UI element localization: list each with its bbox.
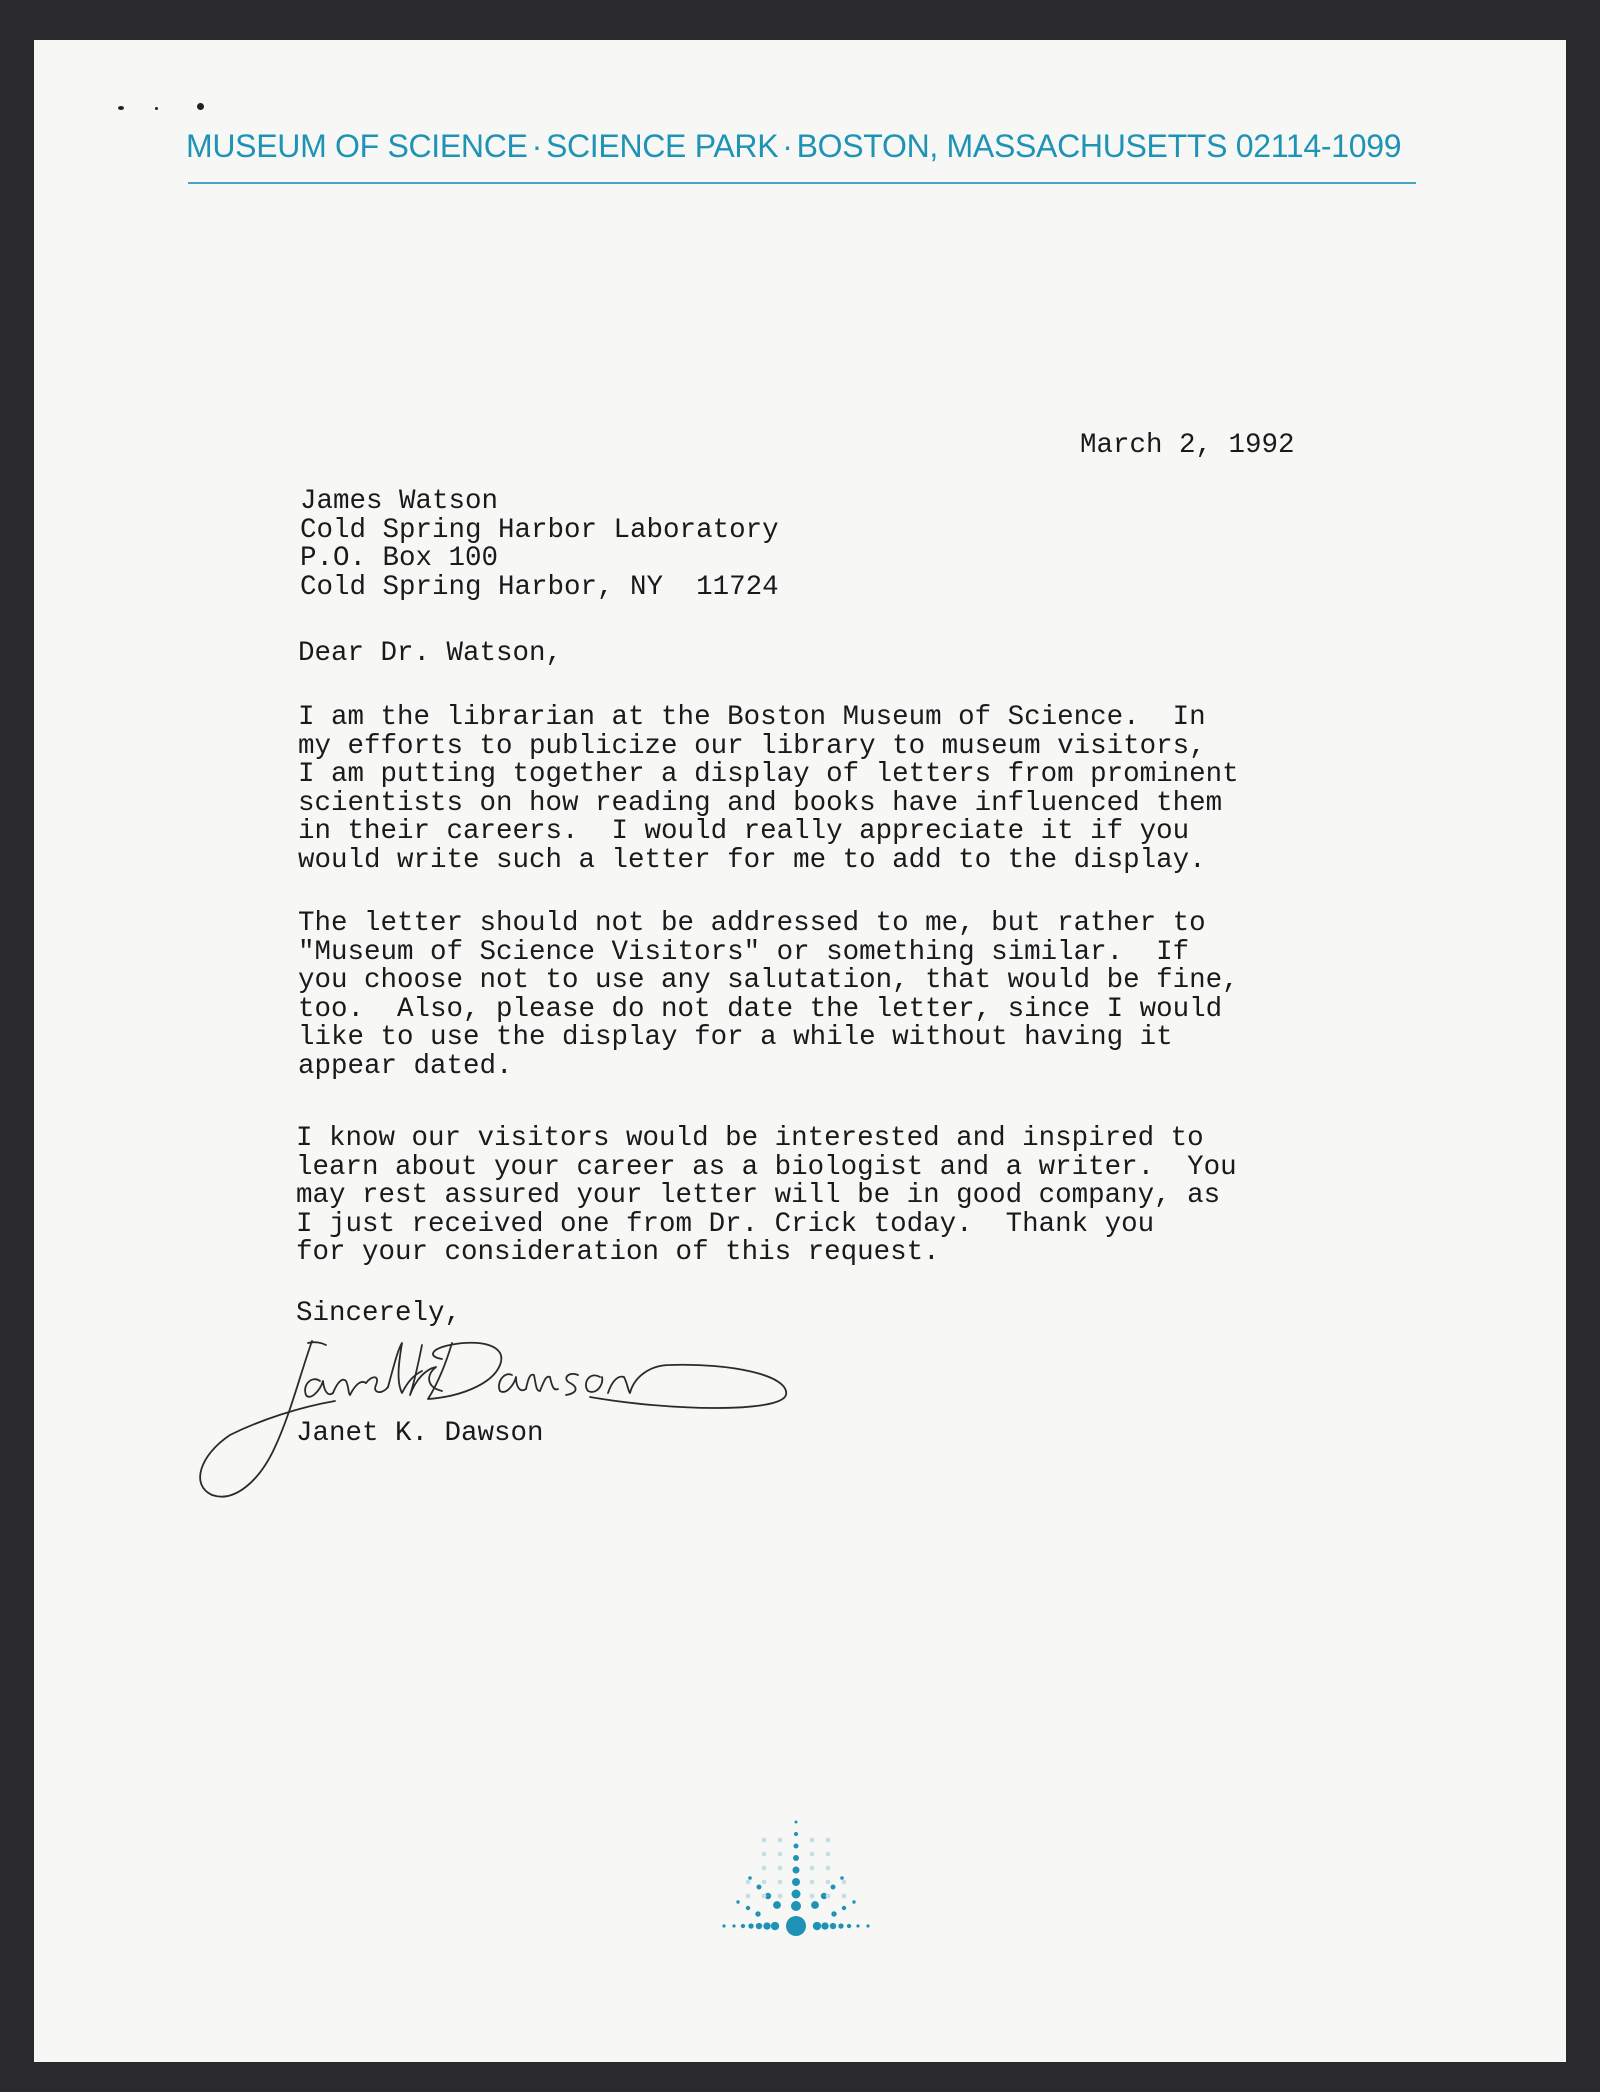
logo-dot	[746, 1894, 751, 1899]
body-paragraph: I am the librarian at the Boston Museum of Science. In my efforts to publicize our library to museum visitors, I am putting together a display of letters from prominent scientists on how reading and books have influenced them in their careers. I would really appreciate it if you would write such a letter for me to add to the display.	[298, 702, 1239, 876]
logo-dot	[778, 1838, 783, 1843]
logo-dot	[811, 1901, 819, 1909]
logo-dot	[746, 1880, 751, 1885]
logo-dot	[756, 1923, 762, 1929]
logo-dot	[826, 1838, 831, 1843]
hole-mark	[118, 106, 124, 110]
logo-dot	[736, 1900, 739, 1903]
letter-date: March 2, 1992	[1080, 430, 1295, 461]
body-paragraph: The letter should not be addressed to me, but rather to "Museum of Science Visitors" or something similar. If you choose not to use any salutation, that would be fine, too. Also, please do not date the letter, since I would like to use the display for a while without having it appear dated.	[298, 908, 1239, 1082]
logo-dot	[810, 1866, 815, 1871]
logo-dot	[821, 1922, 828, 1929]
logo-dot	[842, 1894, 847, 1899]
logo-dot	[748, 1923, 753, 1928]
logo-dot	[826, 1866, 831, 1871]
logo-dot	[813, 1922, 821, 1930]
logo-dot	[866, 1924, 869, 1927]
logo-dot	[793, 1867, 800, 1874]
letterhead-city-state: BOSTON, MASSACHUSETTS	[796, 128, 1228, 164]
letterhead-separator: ·	[531, 128, 542, 164]
logo-dot	[831, 1911, 836, 1916]
logo-dot	[793, 1855, 799, 1861]
logo-dot	[842, 1880, 847, 1885]
logo-dot	[831, 1885, 836, 1890]
logo-dot	[755, 1911, 760, 1916]
logo-dot	[795, 1821, 798, 1824]
logo-dot	[778, 1852, 783, 1857]
closing: Sincerely,	[296, 1298, 462, 1329]
salutation: Dear Dr. Watson,	[298, 638, 563, 669]
logo-dot	[810, 1894, 815, 1899]
logo-dot	[757, 1885, 762, 1890]
logo-dot	[842, 1906, 846, 1910]
letterhead-zip: 02114-1099	[1235, 128, 1402, 164]
logo-dot	[830, 1923, 836, 1929]
letterhead-separator: ·	[782, 128, 793, 164]
logo-dot	[778, 1894, 783, 1899]
logo-dot	[786, 1916, 806, 1936]
logo-dot	[762, 1838, 767, 1843]
letterhead-org: MUSEUM OF SCIENCE	[186, 128, 528, 164]
logo-dot	[792, 1890, 801, 1899]
logo-dot	[748, 1876, 752, 1880]
logo-dot	[826, 1894, 831, 1899]
logo-dot	[810, 1852, 815, 1857]
signer-name: Janet K. Dawson	[296, 1418, 544, 1449]
hole-mark	[197, 103, 204, 110]
hole-mark	[155, 107, 158, 110]
recipient-line: Cold Spring Harbor Laboratory	[300, 514, 779, 546]
logo-dot	[826, 1852, 831, 1857]
logo-dot	[794, 1832, 798, 1836]
logo-dot	[792, 1878, 800, 1886]
museum-logo-icon	[708, 1808, 884, 1938]
logo-dot	[722, 1924, 725, 1927]
logo-dot	[746, 1906, 750, 1910]
letterhead	[186, 128, 1421, 165]
logo-dot	[810, 1838, 815, 1843]
logo-dot	[763, 1922, 770, 1929]
logo-dot	[771, 1922, 779, 1930]
letterhead-location: SCIENCE PARK	[545, 128, 779, 164]
logo-dot	[732, 1924, 735, 1927]
logo-dot	[778, 1880, 783, 1885]
recipient-address	[300, 488, 779, 602]
logo-dot	[847, 1924, 851, 1928]
logo-dot	[826, 1880, 831, 1885]
body-paragraph: I know our visitors would be interested and inspired to learn about your career as a biologist and a writer. You may rest assured your letter will be in good company, as I just received one from Dr. Crick today. Thank you for your consideration of this request.	[296, 1123, 1237, 1268]
recipient-line: P.O. Box 100	[300, 543, 499, 574]
recipient-line: James Watson	[300, 486, 499, 517]
logo-dot	[856, 1924, 859, 1927]
logo-dot	[810, 1880, 815, 1885]
logo-dot	[791, 1901, 801, 1911]
logo-dot	[794, 1844, 799, 1849]
logo-dot	[762, 1866, 767, 1871]
logo-dot	[840, 1876, 844, 1880]
logo-dot	[773, 1901, 781, 1909]
logo-dot	[762, 1852, 767, 1857]
logo-dot	[852, 1900, 855, 1903]
logo-dot	[741, 1924, 745, 1928]
logo-dot	[762, 1894, 767, 1899]
letterhead-rule	[188, 182, 1416, 184]
logo-dot	[762, 1880, 767, 1885]
logo-dot	[838, 1923, 843, 1928]
recipient-line: Cold Spring Harbor, NY 11724	[300, 571, 779, 603]
logo-dot	[778, 1866, 783, 1871]
